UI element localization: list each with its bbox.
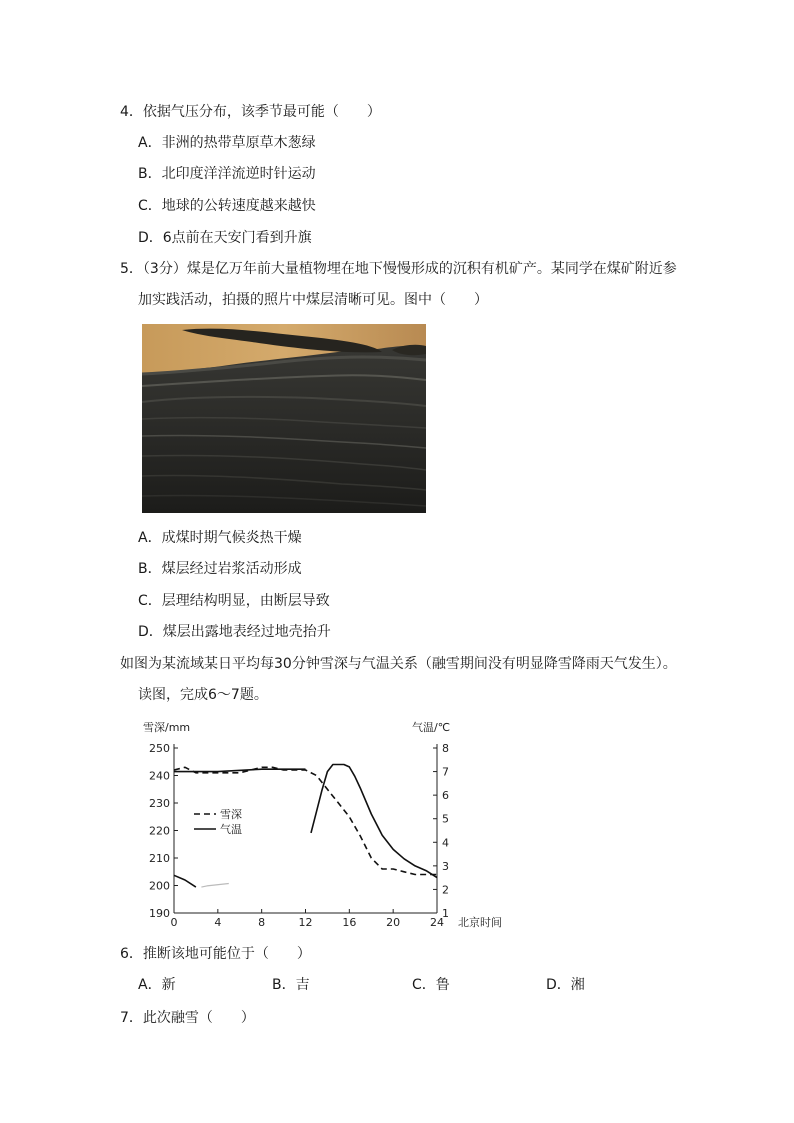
question-4-option-a: A．非洲的热带草原草木葱绿 — [138, 135, 316, 151]
right-tick-label: 2 — [442, 883, 449, 897]
coal-seam-photo — [142, 324, 426, 513]
question-6-option-d: D．湘 — [546, 977, 585, 993]
question-5-option-c: C．层理结构明显，由断层导致 — [138, 593, 330, 609]
x-tick-label: 8 — [258, 916, 266, 929]
right-tick-label: 6 — [442, 789, 449, 803]
left-tick-label: 190 — [149, 907, 170, 920]
intro-line-2: 读图，完成6～7题。 — [138, 687, 268, 703]
question-5-stem-line-1: 5．（3分）煤是亿万年前大量植物埋在地下慢慢形成的沉积有机矿产。某同学在煤矿附近参 — [120, 261, 677, 277]
temperature-series-line — [311, 765, 437, 878]
left-tick-label: 210 — [149, 852, 170, 865]
x-tick-label: 4 — [214, 916, 222, 929]
question-6-option-b: B．吉 — [272, 977, 310, 993]
x-tick-label: 24 — [430, 916, 444, 929]
question-6-option-c: C．鲁 — [412, 977, 450, 993]
temperature-series-line — [201, 884, 228, 888]
question-4-stem: 4．依据气压分布，该季节最可能（ ） — [120, 104, 381, 120]
legend-label: 雪深 — [220, 808, 242, 821]
x-tick-label: 0 — [170, 916, 178, 929]
question-4-option-d: D．6点前在天安门看到升旗 — [138, 230, 312, 246]
left-tick-label: 220 — [149, 824, 170, 838]
snow-depth-temperature-chart — [140, 716, 510, 932]
snow-depth-series-line — [174, 767, 437, 874]
left-tick-label: 250 — [149, 742, 170, 755]
left-tick-label: 200 — [149, 879, 170, 893]
x-tick-label: 12 — [298, 916, 313, 929]
question-5-option-a: A．成煤时期气候炎热干燥 — [138, 530, 302, 546]
intro-line-1: 如图为某流域某日平均每30分钟雪深与气温关系（融雪期间没有明显降雪降雨天气发生）。 — [120, 656, 677, 672]
question-7-stem: 7．此次融雪（ ） — [120, 1010, 255, 1026]
question-5-option-b: B．煤层经过岩浆活动形成 — [138, 561, 302, 577]
right-tick-label: 4 — [442, 836, 449, 850]
x-tick-label: 20 — [386, 916, 401, 929]
question-5-option-d: D．煤层出露地表经过地壳抬升 — [138, 624, 331, 640]
x-axis-label: 北京时间 — [458, 916, 502, 929]
question-4-option-b: B．北印度洋洋流逆时针运动 — [138, 166, 316, 182]
left-axis-label: 雪深/mm — [143, 721, 191, 734]
question-5-stem-line-2: 加实践活动，拍摄的照片中煤层清晰可见。图中（ ） — [138, 292, 488, 308]
right-tick-label: 3 — [442, 859, 449, 873]
right-axis-label: 气温/℃ — [412, 721, 451, 734]
legend-label: 气温 — [220, 823, 242, 836]
question-4-option-c: C．地球的公转速度越来越快 — [138, 198, 316, 214]
question-6-option-a: A．新 — [138, 977, 176, 993]
question-6-stem: 6．推断该地可能位于（ ） — [120, 946, 311, 962]
left-tick-label: 240 — [149, 769, 170, 783]
left-tick-label: 230 — [149, 797, 170, 810]
right-tick-label: 5 — [442, 812, 449, 826]
right-tick-label: 1 — [442, 907, 449, 920]
x-tick-label: 16 — [342, 916, 357, 929]
right-tick-label: 8 — [442, 742, 449, 755]
right-tick-label: 7 — [442, 765, 449, 779]
